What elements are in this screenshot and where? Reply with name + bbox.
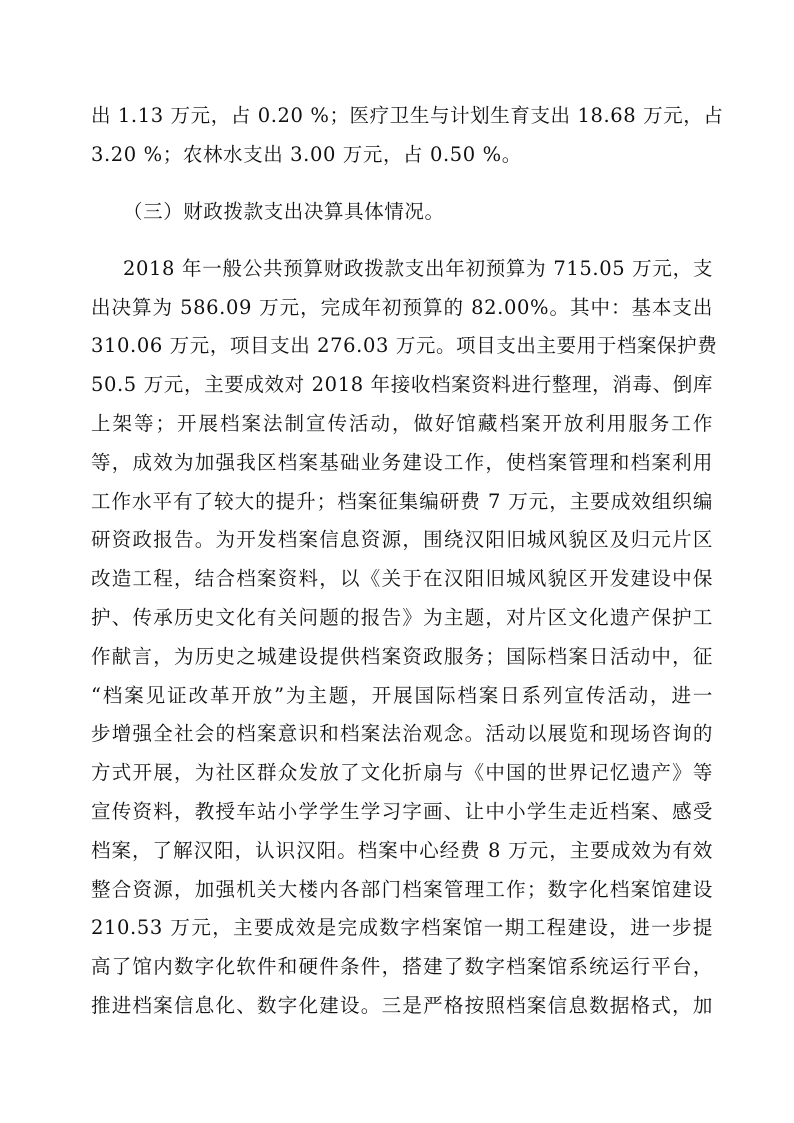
text-line: 210.53 万元，主要成效是完成数字档案馆一期工程建设，进一步提 — [91, 916, 713, 939]
text-line: 研资政报告。为开发档案信息资源，围绕汉阳旧城风貌区及归元片区 — [91, 528, 713, 551]
text-line: 推进档案信息化、数字化建设。三是严格按照档案信息数据格式，加 — [91, 994, 713, 1017]
text-line: 50.5 万元，主要成效对 2018 年接收档案资料进行整理，消毒、倒库 — [91, 373, 713, 396]
text-line: 宣传资料，教授车站小学学生学习字画、让中小学生走近档案、感受 — [91, 800, 713, 823]
text-line: 整合资源，加强机关大楼内各部门档案管理工作；数字化档案馆建设 — [91, 878, 713, 901]
text-line: 上架等；开展档案法制宣传活动，做好馆藏档案开放利用服务工作 — [91, 412, 713, 435]
text-line: 高了馆内数字化软件和硬件条件，搭建了数字档案馆系统运行平台， — [91, 955, 713, 978]
text-line: 档案，了解汉阳，认识汉阳。档案中心经费 8 万元，主要成效为有效 — [91, 839, 713, 862]
text-line: 等，成效为加强我区档案基础业务建设工作，使档案管理和档案利用 — [91, 451, 713, 474]
text-line: “档案见证改革开放”为主题，开展国际档案日系列宣传活动，进一 — [91, 684, 713, 707]
text-line: 出决算为 586.09 万元，完成年初预算的 82.00%。其中：基本支出 — [91, 296, 713, 319]
text-line: 出 1.13 万元，占 0.20 %；医疗卫生与计划生育支出 18.68 万元，占 — [91, 104, 724, 127]
text-line: 3.20 %；农林水支出 3.00 万元，占 0.50 %。 — [91, 143, 522, 166]
text-line: 310.06 万元，项目支出 276.03 万元。项目支出主要用于档案保护费 — [91, 334, 718, 357]
text-line: 作献言，为历史之城建设提供档案资政服务；国际档案日活动中，征 — [91, 645, 713, 668]
text-line: 方式开展，为社区群众发放了文化折扇与《中国的世界记忆遗产》等 — [91, 761, 713, 784]
text-line: 改造工程，结合档案资料，以《关于在汉阳旧城风貌区开发建设中保 — [91, 567, 713, 590]
text-line: 2018 年一般公共预算财政拨款支出年初预算为 715.05 万元，支 — [123, 257, 713, 280]
text-line: 步增强全社会的档案意识和档案法治观念。活动以展览和现场咨询的 — [91, 722, 713, 745]
text-line: 护、传承历史文化有关问题的报告》为主题，对片区文化遗产保护工 — [91, 606, 713, 629]
section-heading: （三）财政拨款支出决算具体情况。 — [123, 200, 445, 223]
text-line: 工作水平有了较大的提升；档案征集编研费 7 万元，主要成效组织编 — [91, 490, 713, 513]
